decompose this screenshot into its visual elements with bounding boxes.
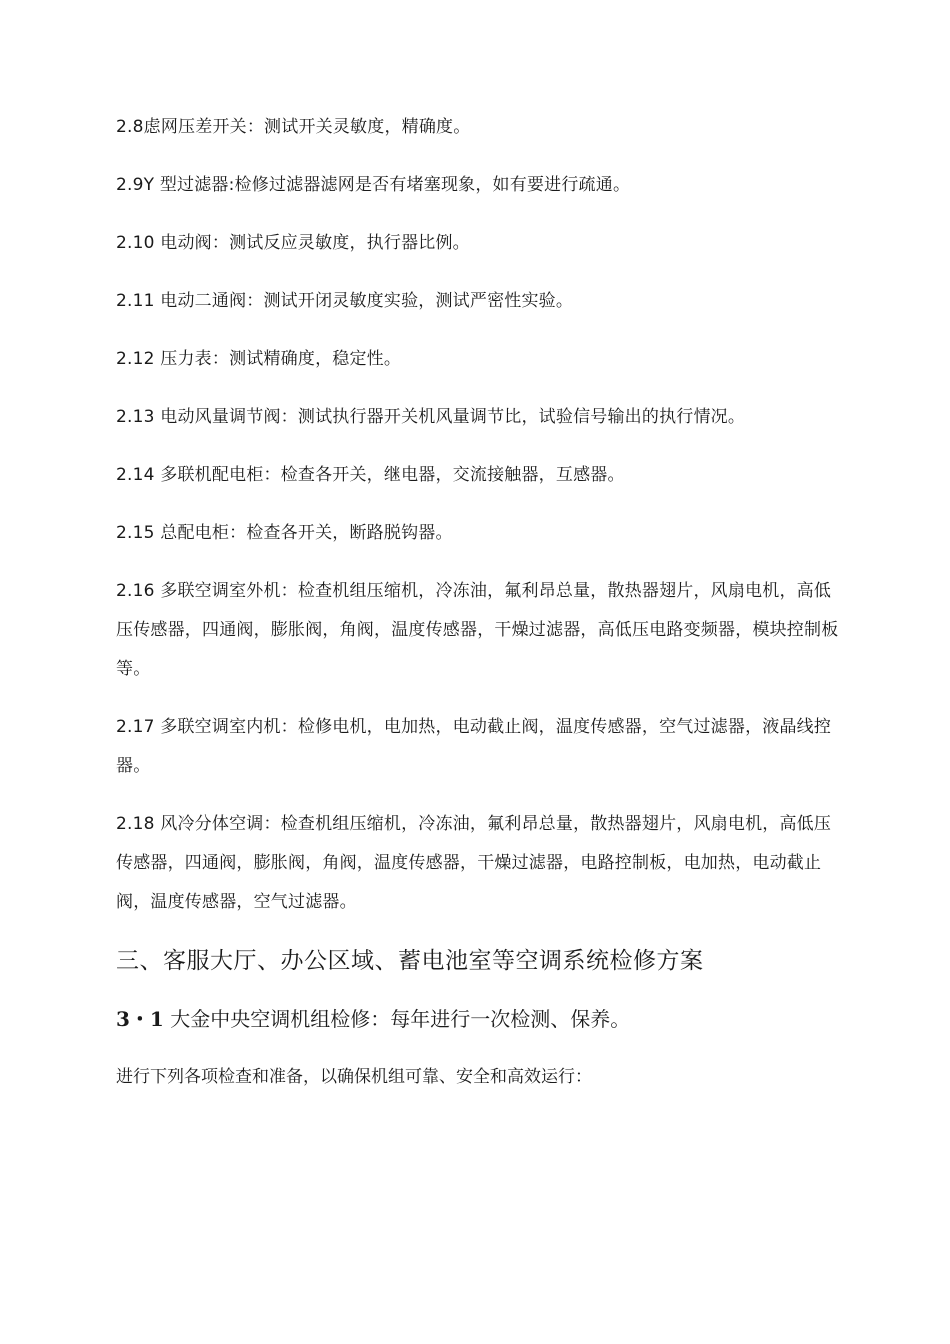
document-page xyxy=(116,108,840,1097)
item-text: 总配电柜：检查各开关，断路脱钩器。 xyxy=(160,523,453,543)
intro-paragraph: 进行下列各项检查和准备，以确保机组可靠、安全和高效运行： xyxy=(116,1067,592,1087)
item-number: 2.12 xyxy=(116,349,155,369)
item-number: 2.13 xyxy=(116,407,155,427)
list-item-2-10 xyxy=(116,224,840,263)
list-item-2-17 xyxy=(116,708,840,786)
item-number: 2.8 xyxy=(116,117,144,137)
item-number: 2.14 xyxy=(116,465,155,485)
item-text: 压力表：测试精确度，稳定性。 xyxy=(160,349,402,369)
item-number: 2.17 xyxy=(116,717,155,737)
list-item-2-8 xyxy=(116,108,840,147)
item-text: 电动二通阀：测试开闭灵敏度实验，测试严密性实验。 xyxy=(160,291,574,311)
item-number: 2.18 xyxy=(116,814,155,834)
subsection-text: 大金中央空调机组检修：每年进行一次检测、保养。 xyxy=(170,1007,631,1031)
list-item-2-11 xyxy=(116,282,840,321)
subsection-number: 3・1 xyxy=(116,1007,164,1031)
section-heading: 三、客服大厅、办公区域、蓄电池室等空调系统检修方案 xyxy=(116,948,704,974)
item-text: Y 型过滤器:检修过滤器滤网是否有堵塞现象，如有要进行疏通。 xyxy=(143,175,631,195)
item-text: 虑网压差开关：测试开关灵敏度，精确度。 xyxy=(143,117,471,137)
item-number: 2.15 xyxy=(116,523,155,543)
list-item-2-18 xyxy=(116,805,840,922)
item-text: 电动阀：测试反应灵敏度，执行器比例。 xyxy=(160,233,470,253)
list-item-2-12 xyxy=(116,340,840,379)
item-number: 2.10 xyxy=(116,233,155,253)
list-item-2-16 xyxy=(116,572,840,689)
item-text: 多联机配电柜：检查各开关，继电器，交流接触器，互感器。 xyxy=(160,465,625,485)
item-number: 2.9 xyxy=(116,175,144,195)
item-number: 2.16 xyxy=(116,581,155,601)
item-text: 多联空调室内机：检修电机，电加热，电动截止阀，温度传感器，空气过滤器，液晶线控器。 xyxy=(116,717,832,776)
list-item-2-14 xyxy=(116,456,840,495)
list-item-2-15 xyxy=(116,514,840,553)
subsection-heading xyxy=(116,999,840,1039)
list-item-2-9 xyxy=(116,166,840,205)
item-number: 2.11 xyxy=(116,291,155,311)
item-text: 风冷分体空调：检查机组压缩机，冷冻油，氟利昂总量，散热器翅片，风扇电机，高低压传感器，四通阀，膨胀阀，角阀，温度传感器，干燥过滤器，电路控制板，电加热，电动截止阀，温度传感器，空气过滤器。 xyxy=(116,814,832,912)
list-item-2-13 xyxy=(116,398,840,437)
item-text: 多联空调室外机：检查机组压缩机，冷冻油，氟利昂总量，散热器翅片，风扇电机，高低压传感器，四通阀，膨胀阀，角阀，温度传感器，干燥过滤器，高低压电路变频器，模块控制板等。 xyxy=(116,581,839,679)
item-text: 电动风量调节阀：测试执行器开关机风量调节比，试验信号输出的执行情况。 xyxy=(160,407,746,427)
